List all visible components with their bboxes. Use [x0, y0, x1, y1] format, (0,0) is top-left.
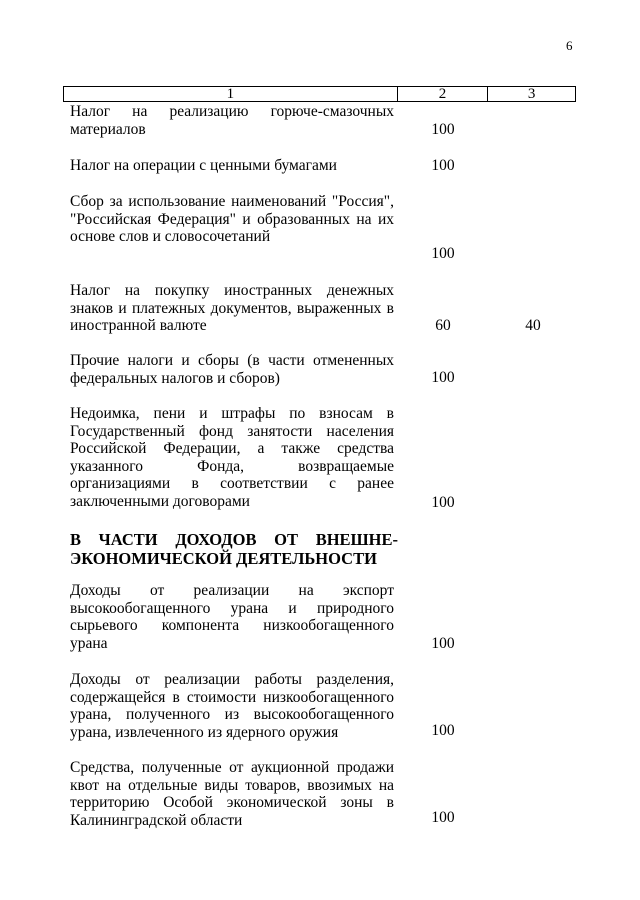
row-label: Налог на реализацию горюче-смазочных материалов	[70, 103, 394, 138]
row-label: Доходы от реализации на экспорт высокообогащенного урана и природного сырьевого компонента низкообогащенного урана	[70, 582, 394, 652]
row-label: Налог на покупку иностранных денежных знаков и платежных документов, выраженных в иностранной валюте	[70, 282, 394, 334]
row-label: Налог на операции с ценными бумагами	[70, 157, 337, 174]
table-row	[70, 352, 394, 387]
row-value-col3: 40	[525, 317, 541, 334]
row-value-col2: 100	[431, 369, 455, 386]
row-value-col2: 100	[431, 245, 455, 262]
table-row	[70, 759, 394, 829]
header-col-2: 2	[397, 87, 488, 102]
row-value-col2: 100	[431, 809, 455, 826]
row-label: Средства, полученные от аукционной продажи квот на отдельные виды товаров, ввозимых на территорию Особой экономической зоны в Калининградской области	[70, 759, 394, 829]
row-label: Сбор за использование наименований "Россия", "Российская Федерация" и образованных на их основе слов и словосочетаний	[70, 193, 394, 245]
table-row	[70, 582, 394, 652]
table-row	[70, 157, 394, 175]
header-col-1: 1	[64, 87, 398, 102]
row-value-col2: 100	[431, 157, 455, 174]
row-value-col2: 60	[435, 317, 451, 334]
row-label: Прочие налоги и сборы (в части отмененных федеральных налогов и сборов)	[70, 352, 394, 387]
table-row	[70, 193, 394, 246]
row-value-col2: 100	[431, 494, 455, 511]
row-value-col2: 100	[431, 121, 455, 138]
table-header	[63, 86, 576, 102]
table-row	[70, 282, 394, 335]
table-row	[70, 405, 394, 510]
row-value-col2: 100	[431, 722, 455, 739]
table-row	[70, 103, 394, 138]
row-label: Недоимка, пени и штрафы по взносам в Государственный фонд занятости населения Российской Федерации, а также средства указанного Фонда, возвращаемые организациями в соответствии с ранее заключенными договорами	[70, 405, 394, 510]
page-number: 6	[566, 38, 573, 53]
header-col-3: 3	[488, 87, 576, 102]
section-heading: В ЧАСТИ ДОХОДОВ ОТ ВНЕШНЕ-ЭКОНОМИЧЕСКОЙ ДЕЯТЕЛЬНОСТИ	[70, 530, 398, 568]
row-label: Доходы от реализации работы разделения, содержащейся в стоимости низкообогащенного урана, полученного из высокообогащенного урана, извлеченного из ядерного оружия	[70, 671, 394, 741]
table-row	[70, 671, 394, 741]
row-value-col2: 100	[431, 635, 455, 652]
